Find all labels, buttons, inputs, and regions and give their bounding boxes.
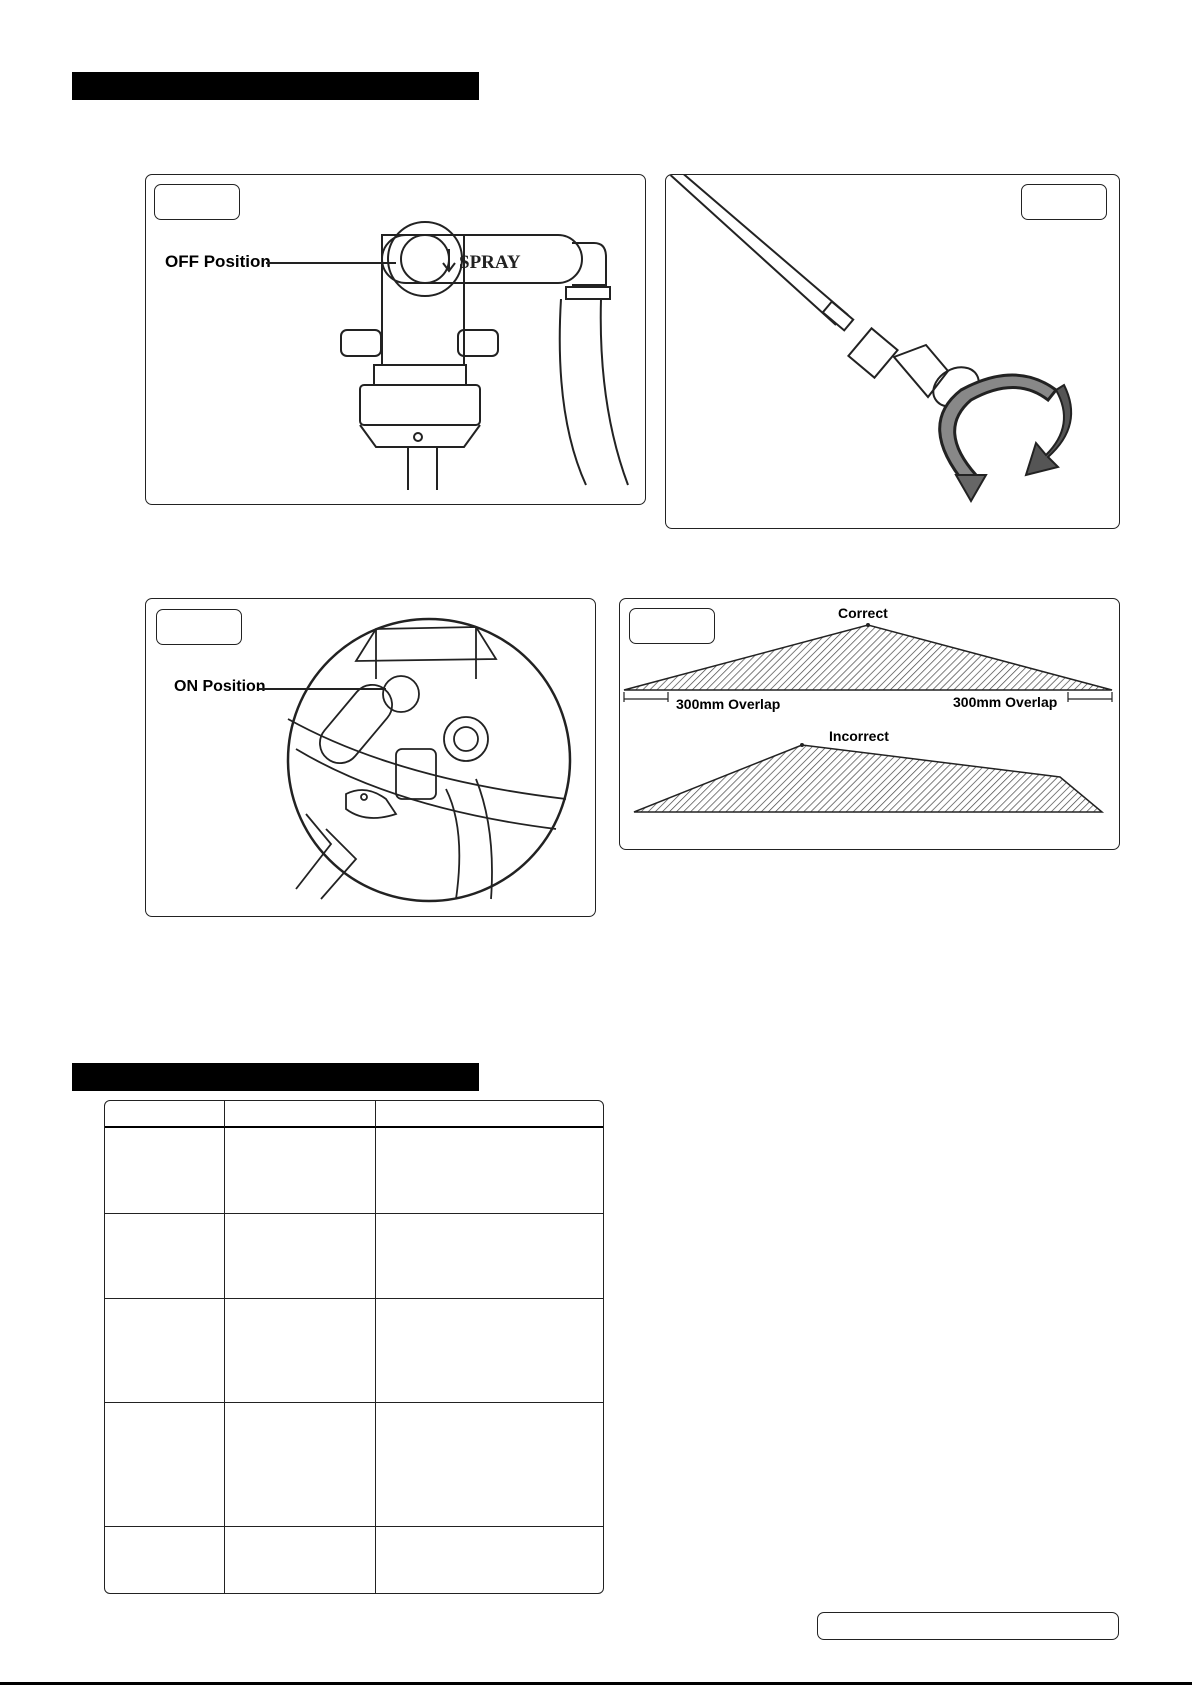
spray-engraving: SPRAY — [459, 252, 521, 273]
figure-valve-on — [145, 598, 596, 917]
valve-off-illustration — [146, 175, 645, 504]
table-row — [105, 1299, 603, 1403]
spray-pattern-diagram — [620, 599, 1119, 849]
info-table — [104, 1100, 604, 1594]
incorrect-spray-fan — [634, 745, 1102, 812]
table-header-row — [105, 1101, 603, 1128]
table-row — [105, 1128, 603, 1214]
overlap-right-label: 300mm Overlap — [953, 694, 1058, 710]
on-position-label: ON Position — [174, 678, 266, 695]
off-position-label: OFF Position — [165, 252, 271, 271]
nozzle-illustration — [666, 175, 1119, 528]
incorrect-label: Incorrect — [829, 728, 889, 744]
figure-valve-off — [145, 174, 646, 505]
correct-spray-fan — [624, 625, 1112, 690]
valve-on-illustration — [146, 599, 595, 916]
section-header-bar-2 — [72, 1063, 479, 1091]
table-row — [105, 1527, 603, 1593]
correct-label: Correct — [838, 605, 888, 621]
footer-box — [817, 1612, 1119, 1640]
figure-nozzle-adjust — [665, 174, 1120, 529]
table-row — [105, 1214, 603, 1299]
table-row — [105, 1403, 603, 1527]
figure-spray-pattern — [619, 598, 1120, 850]
overlap-left-label: 300mm Overlap — [676, 696, 781, 712]
section-header-bar-1 — [72, 72, 479, 100]
